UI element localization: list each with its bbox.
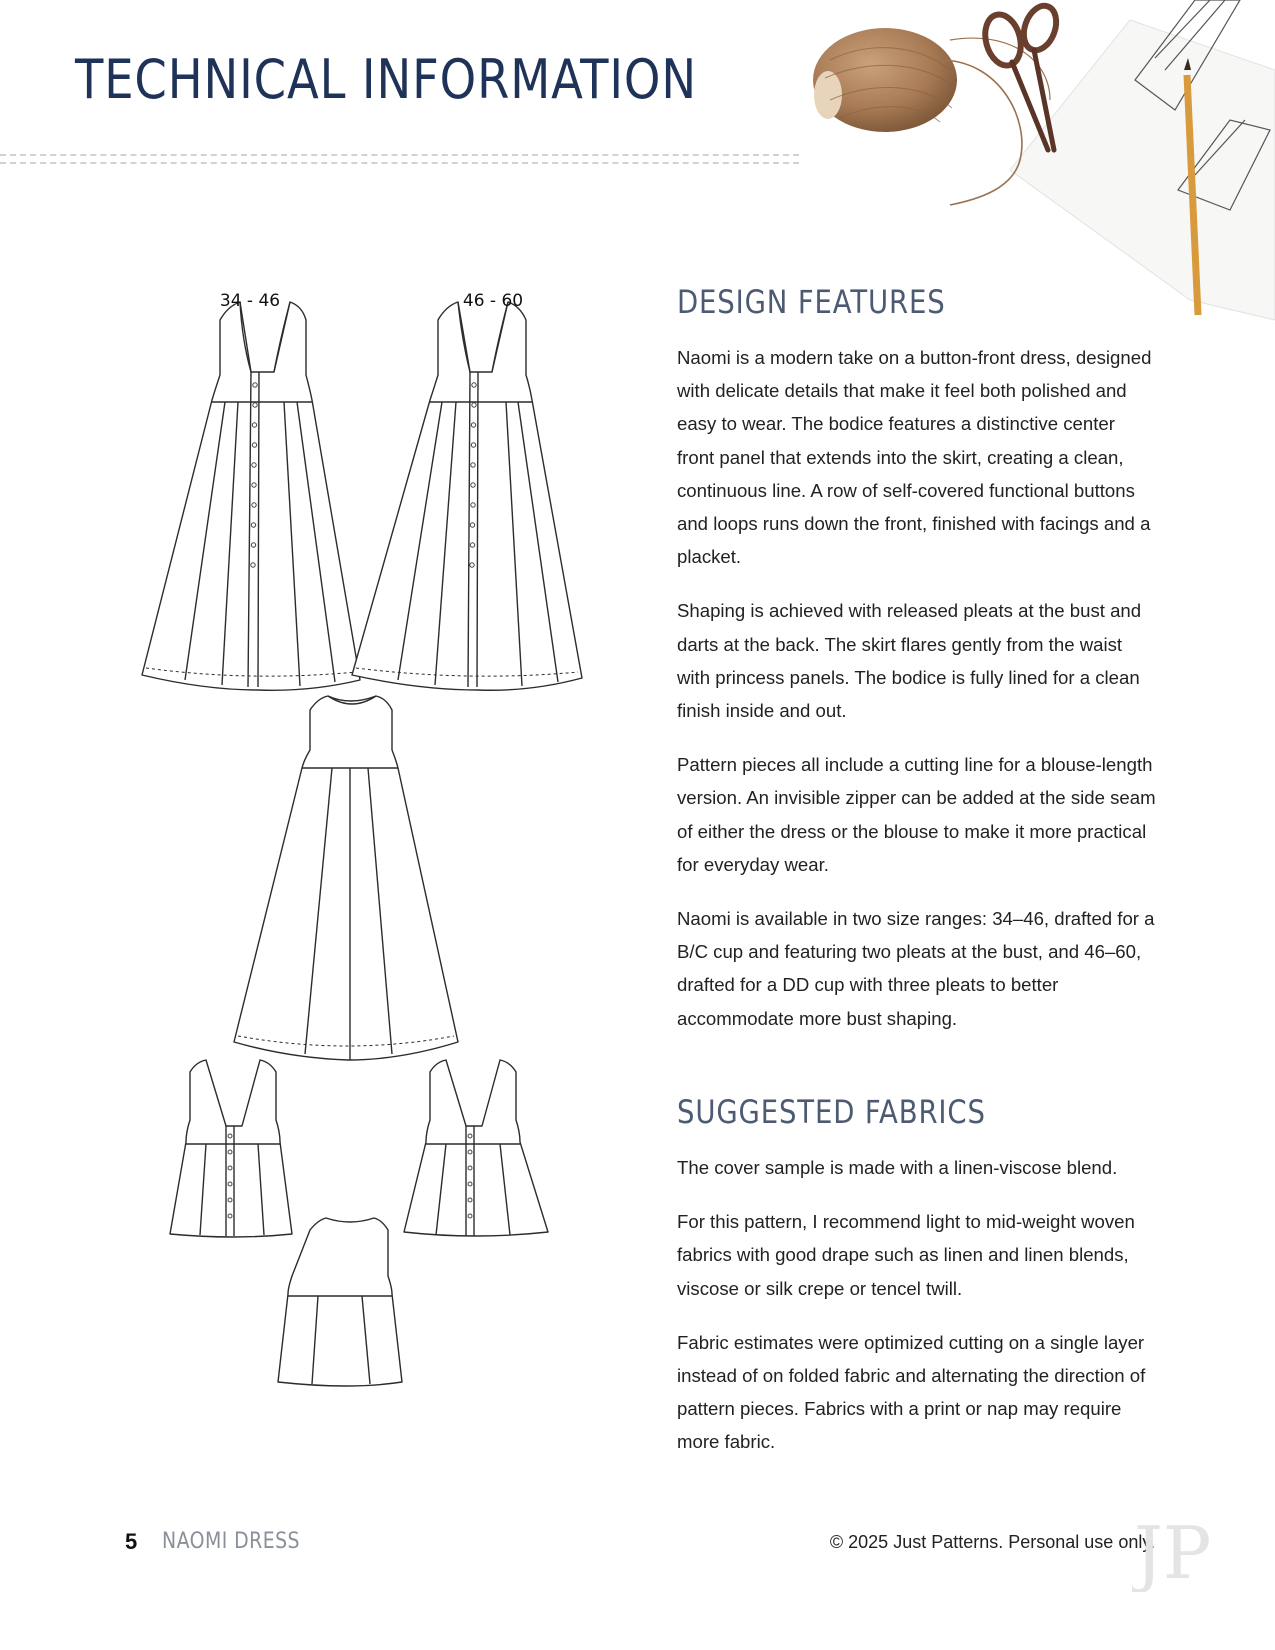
blouse-front-46-60	[404, 1060, 548, 1236]
design-features-heading: DESIGN FEATURES	[677, 283, 946, 321]
design-features-paragraph: Pattern pieces all include a cutting line for a blouse-length version. An invisible zipper can be added at the side seam of either the dress or the blouse to make it more practical for everyday wear.	[677, 754, 1156, 875]
page-title: TECHNICAL INFORMATION	[75, 48, 697, 111]
design-features-paragraph: Naomi is available in two size ranges: 34–46, drafted for a B/C cup and featuring two pleats at the bust, and 46–60, drafted for a DD cup with three pleats to better accommodate more bust shaping.	[677, 908, 1155, 1029]
suggested-fabrics-heading: SUGGESTED FABRICS	[677, 1093, 986, 1131]
design-features-section	[677, 283, 1157, 1035]
size-label-34-46: 34 - 46	[219, 291, 281, 311]
pattern-name: NAOMI DRESS	[162, 1529, 301, 1554]
dress-back	[234, 696, 458, 1060]
blouse-back	[278, 1218, 402, 1386]
suggested-fabrics-section	[677, 1093, 1157, 1459]
design-features-paragraph: Shaping is achieved with released pleats at the bust and darts at the back. The skirt flares gently from the waist with princess panels. The bodice is fully lined for a clean finish inside and out.	[677, 600, 1142, 722]
page-number: 5	[125, 1529, 138, 1554]
dress-front-46-60	[352, 302, 582, 690]
suggested-fabrics-paragraph: For this pattern, I recommend light to mid-weight woven fabrics with good drape such as linen and linen blends, viscose or silk crepe or tencel twill.	[677, 1211, 1135, 1299]
technical-flats	[130, 280, 630, 1460]
copyright-notice: © 2025 Just Patterns. Personal use only.	[829, 1532, 1155, 1552]
twine-spool	[813, 28, 957, 132]
blouse-front-34-46	[170, 1060, 292, 1237]
dress-front-34-46	[142, 302, 360, 690]
suggested-fabrics-paragraph: Fabric estimates were optimized cutting on a single layer instead of on folded fabric and alternating the direction of pattern pieces. Fabrics with a print or nap may require more fabric.	[677, 1331, 1146, 1453]
size-label-46-60: 46 - 60	[462, 291, 524, 311]
just-patterns-logo	[1132, 1512, 1214, 1592]
logo-text: JP	[1134, 1512, 1212, 1592]
suggested-fabrics-paragraph: The cover sample is made with a linen-viscose blend.	[677, 1157, 1118, 1178]
design-features-paragraph: Naomi is a modern take on a button-front dress, designed with delicate details that make it feel both polished and easy to wear. The bodice features a distinctive center front panel that extends into the skirt, creating a clean, continuous line. A row of self-covered functional buttons and loops runs down the front, finished with facings and a placket.	[677, 347, 1152, 568]
